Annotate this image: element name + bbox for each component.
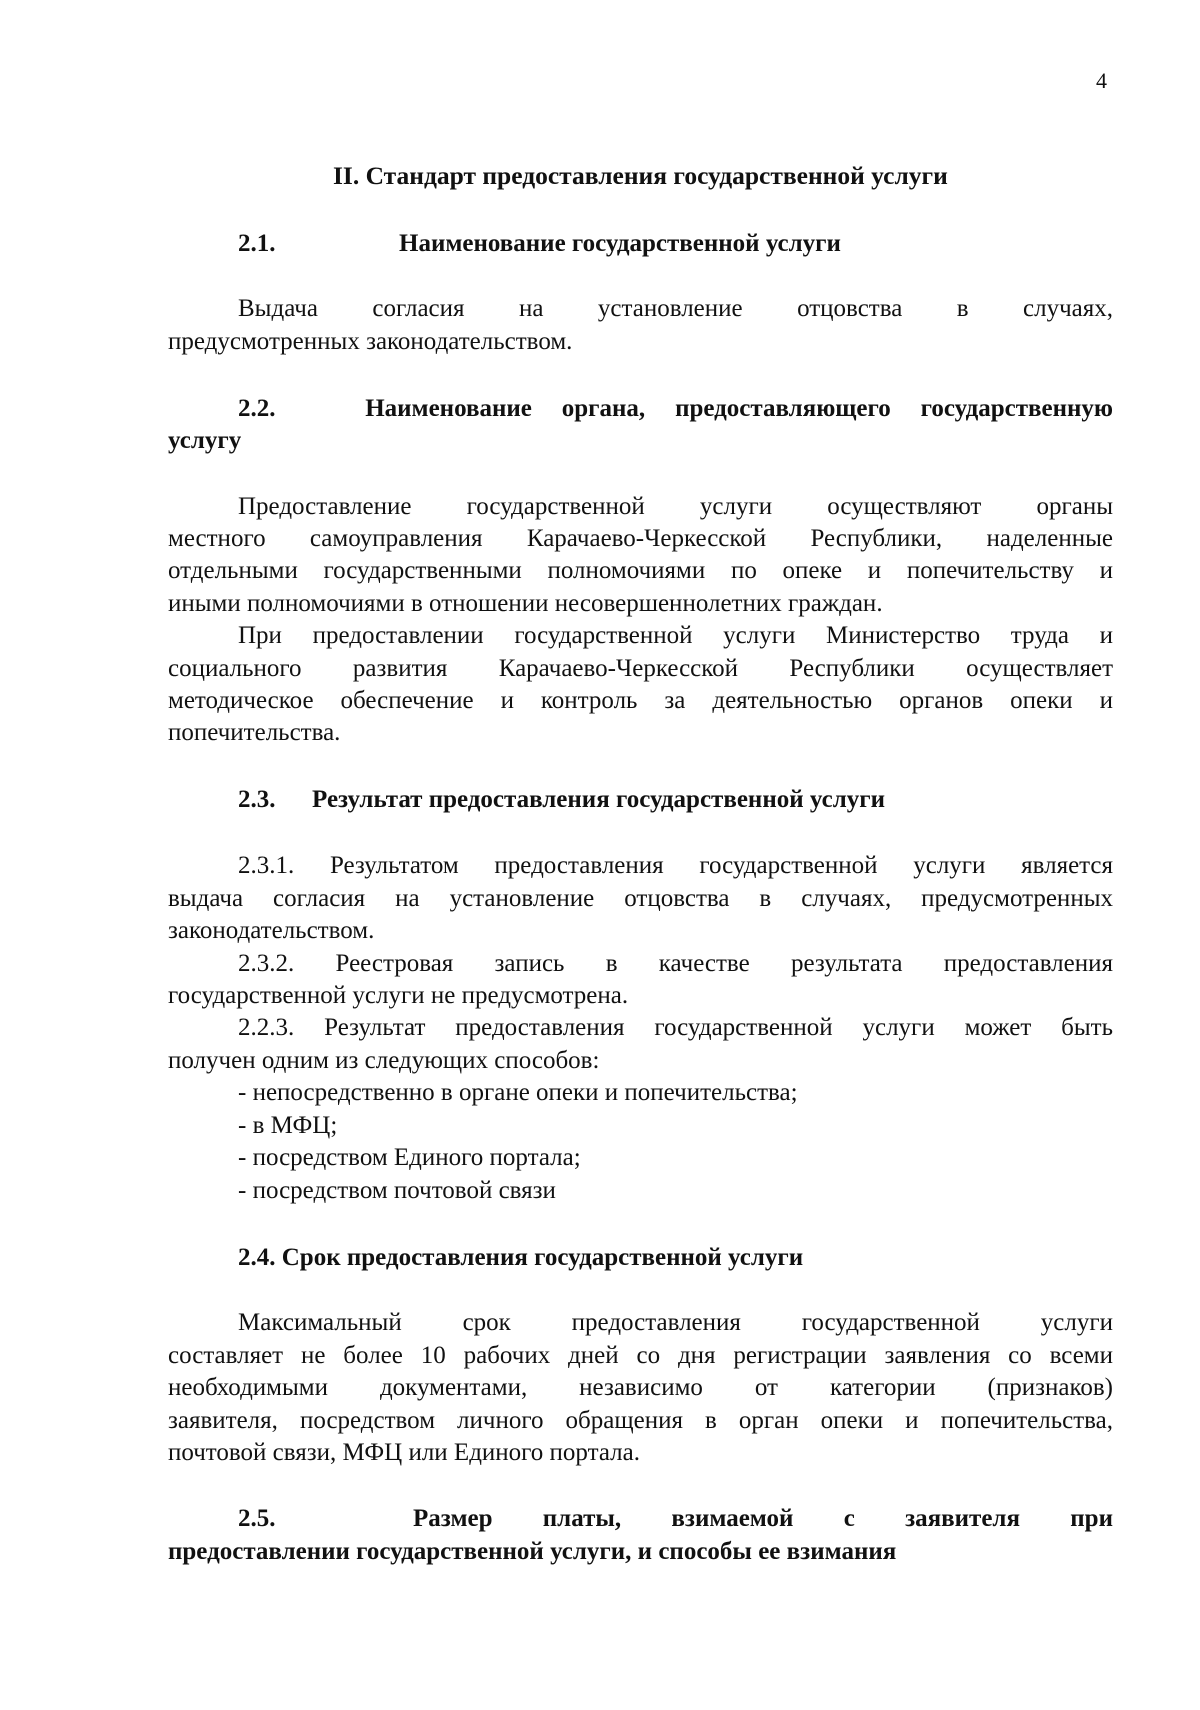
section-2-1-number: 2.1. xyxy=(238,230,276,257)
text-line: Максимальный срок предоставления государственной услуги xyxy=(238,1309,1113,1336)
text-line: методическое обеспечение и контроль за деятельностью органов опеки и xyxy=(168,687,1113,714)
list-item: - посредством почтовой связи xyxy=(238,1177,556,1204)
section-2-1-title: Наименование государственной услуги xyxy=(399,230,841,257)
text-line: 2.3.2. Реестровая запись в качестве результата предоставления xyxy=(238,950,1113,977)
text-line: выдача согласия на установление отцовства в случаях, предусмотренных xyxy=(168,885,1113,912)
text-line: 2.2.3. Результат предоставления государственной услуги может быть xyxy=(238,1014,1113,1041)
text-line: предусмотренных законодательством. xyxy=(168,328,573,355)
section-2-5-title: Размер платы, взимаемой с заявителя при xyxy=(413,1505,1113,1532)
text-line: отдельными государственными полномочиями по опеке и попечительству и xyxy=(168,557,1113,584)
section-2-5-title-cont: предоставлении государственной услуги, и способы ее взимания xyxy=(168,1538,897,1565)
text-line: Выдача согласия на установление отцовства в случаях, xyxy=(238,295,1113,322)
section-2-2-number: 2.2. xyxy=(238,395,276,422)
text-line: попечительства. xyxy=(168,719,341,746)
list-item: - непосредственно в органе опеки и попечительства; xyxy=(238,1079,798,1106)
text-line: заявителя, посредством личного обращения в орган опеки и попечительства, xyxy=(168,1407,1113,1434)
text-line: Предоставление государственной услуги осуществляют органы xyxy=(238,493,1113,520)
text-line: социального развития Карачаево-Черкесской Республики осуществляет xyxy=(168,655,1113,682)
text-line: составляет не более 10 рабочих дней со дня регистрации заявления со всеми xyxy=(168,1342,1113,1369)
section-2-2-heading xyxy=(238,396,1113,421)
section-title: II. Стандарт предоставления государственной услуги xyxy=(333,161,948,190)
page-number: 4 xyxy=(1096,68,1107,93)
text-line: местного самоуправления Карачаево-Черкесской Республики, наделенные xyxy=(168,525,1113,552)
text-line: получен одним из следующих способов: xyxy=(168,1047,600,1074)
text-line: иными полномочиями в отношении несовершеннолетних граждан. xyxy=(168,590,883,617)
text-line: законодательством. xyxy=(168,917,375,944)
section-2-5-number: 2.5. xyxy=(238,1505,276,1532)
text-line: почтовой связи, МФЦ или Единого портала. xyxy=(168,1439,640,1466)
section-2-2-title: Наименование органа, предоставляющего государственную xyxy=(365,395,1113,422)
text-line: необходимыми документами, независимо от категории (признаков) xyxy=(168,1374,1113,1401)
section-2-2-title-cont: услугу xyxy=(168,427,242,454)
text-line: 2.3.1. Результатом предоставления государственной услуги является xyxy=(238,852,1113,879)
list-item: - в МФЦ; xyxy=(238,1112,338,1139)
list-item: - посредством Единого портала; xyxy=(238,1144,581,1171)
section-2-4-title: 2.4. Срок предоставления государственной услуги xyxy=(238,1244,804,1271)
text-line: государственной услуги не предусмотрена. xyxy=(168,982,629,1009)
text-line: При предоставлении государственной услуги Министерство труда и xyxy=(238,622,1113,649)
section-2-3-title: Результат предоставления государственной услуги xyxy=(312,786,885,813)
section-2-3-number: 2.3. xyxy=(238,786,276,813)
